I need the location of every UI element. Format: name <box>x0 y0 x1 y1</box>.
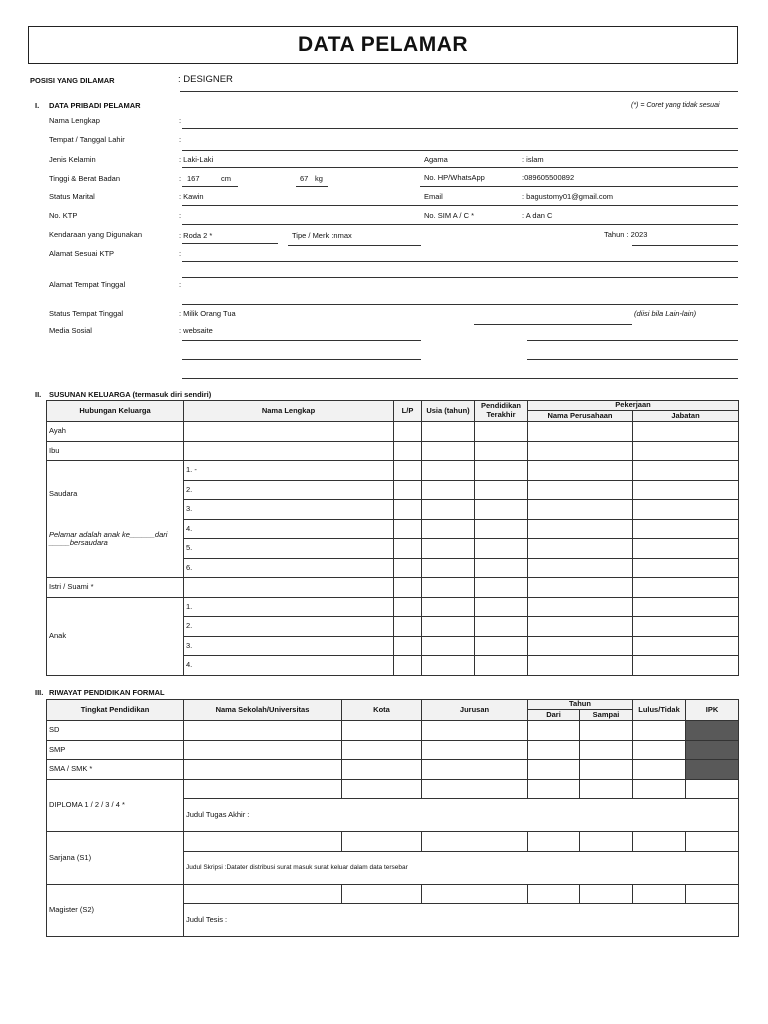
col-dari: Dari <box>528 710 580 721</box>
saudara-cell <box>47 461 184 578</box>
alamat-tinggal-field[interactable] <box>182 304 738 305</box>
no-ktp-label: No. KTP <box>49 211 78 220</box>
ttl-field[interactable] <box>182 150 738 151</box>
col-ipk: IPK <box>686 700 739 721</box>
table-row <box>47 832 739 852</box>
row-magister-label: Magister (S2) <box>47 885 184 937</box>
row-diploma-label: DIPLOMA 1 / 2 / 3 / 4 * <box>47 780 184 832</box>
email-label: Email <box>424 192 443 201</box>
col-jurusan: Jurusan <box>422 700 528 721</box>
no-hp-label: No. HP/WhatsApp <box>424 173 485 182</box>
col-pekerjaan: Pekerjaan <box>528 401 739 411</box>
table-row <box>47 578 739 598</box>
magister-judul[interactable]: Judul Tesis : <box>184 904 739 937</box>
anak-row-1[interactable]: 1. <box>184 598 394 617</box>
row-ibu-label: Ibu <box>47 442 184 461</box>
nama-lengkap-field[interactable] <box>182 128 738 129</box>
ipk-disabled-cell <box>686 760 739 780</box>
row-sd-label: SD <box>47 721 184 741</box>
email-value[interactable]: : bagustomy01@gmail.com <box>522 192 613 201</box>
tahun-line <box>632 245 738 246</box>
row-smp-label: SMP <box>47 741 184 760</box>
col-tahun: Tahun <box>528 700 633 710</box>
saudara-row-1[interactable]: 1. - <box>184 461 394 481</box>
section3-number: III. <box>35 688 44 697</box>
no-ktp-colon: : <box>179 211 182 220</box>
col-tingkat: Tingkat Pendidikan <box>47 700 184 721</box>
form-title: DATA PELAMAR <box>297 33 469 56</box>
no-sim-value[interactable]: : A dan C <box>522 211 553 220</box>
col-kota: Kota <box>342 700 422 721</box>
sarjana-judul[interactable]: Judul Skripsi :Datater distribusi surat masuk surat keluar dalam data tersebar <box>184 852 739 885</box>
no-sim-label: No. SIM A / C * <box>424 211 475 220</box>
agama-value[interactable]: : islam <box>522 155 544 164</box>
berat-unit: kg <box>315 174 323 183</box>
status-marital-value[interactable]: : Kawin <box>179 192 204 201</box>
alamat-ktp-field-1[interactable] <box>182 261 738 262</box>
ttl-label: Tempat / Tanggal Lahir <box>49 135 125 144</box>
kendaraan-label: Kendaraan yang Digunakan <box>49 230 142 239</box>
table-row <box>47 442 739 461</box>
nama-lengkap-colon: : <box>179 116 182 125</box>
col-nama: Nama Lengkap <box>184 401 394 422</box>
saudara-row-2[interactable]: 2. <box>184 481 394 500</box>
berat-value[interactable]: 67 <box>300 174 309 183</box>
alamat-ktp-colon: : <box>179 249 182 258</box>
col-pendidikan: Pendidikan Terakhir <box>475 401 528 422</box>
section1-number: I. <box>35 101 40 110</box>
medsos-line-1[interactable] <box>182 340 421 341</box>
berat-line <box>296 186 328 187</box>
nama-lengkap-label: Nama Lengkap <box>49 116 100 125</box>
col-lp: L/P <box>394 401 422 422</box>
saudara-row-3[interactable]: 3. <box>184 500 394 520</box>
saudara-row-4[interactable]: 4. <box>184 520 394 539</box>
media-sosial-label: Media Sosial <box>49 326 92 335</box>
col-lulus: Lulus/Tidak <box>633 700 686 721</box>
row-line-ktp <box>182 224 738 225</box>
medsos-line-4[interactable] <box>527 359 738 360</box>
table-row <box>47 598 739 617</box>
education-table <box>46 699 739 937</box>
tinggi-unit: cm <box>221 174 231 183</box>
table-row <box>47 422 739 442</box>
saudara-row-5[interactable]: 5. <box>184 539 394 559</box>
saudara-note: Pelamar adalah anak ke______dari _____bersaudara <box>49 529 168 548</box>
table-row <box>47 760 739 780</box>
row-sma-label: SMA / SMK * <box>47 760 184 780</box>
hp-line <box>420 186 738 187</box>
row-ayah-label: Ayah <box>47 422 184 442</box>
row-istri-suami-label: Istri / Suami * <box>47 578 184 598</box>
jenis-kelamin-label: Jenis Kelamin <box>49 155 96 164</box>
tinggi-berat-colon: : <box>179 174 182 183</box>
ipk-disabled-cell <box>686 741 739 760</box>
tinggi-berat-label: Tinggi & Berat Badan <box>49 174 121 183</box>
posisi-value[interactable]: : DESIGNER <box>178 74 233 85</box>
kendaraan-value[interactable]: : Roda 2 * <box>179 231 213 240</box>
anak-row-2[interactable]: 2. <box>184 617 394 637</box>
form-title-box <box>28 26 738 64</box>
row-line-marital <box>182 205 738 206</box>
saudara-row-6[interactable]: 6. <box>184 559 394 578</box>
status-tempat-tinggal-value[interactable]: : Milik Orang Tua <box>179 309 236 318</box>
alamat-ktp-label: Alamat Sesuai KTP <box>49 249 115 258</box>
medsos-line-5[interactable] <box>182 378 738 379</box>
ipk-disabled-cell <box>686 721 739 741</box>
section2-number: II. <box>35 390 42 399</box>
col-nama-sekolah: Nama Sekolah/Universitas <box>184 700 342 721</box>
row-saudara-label: Saudara <box>49 489 78 499</box>
table-row <box>47 741 739 760</box>
status-tempat-tinggal-label: Status Tempat Tinggal <box>49 309 124 318</box>
col-hubungan: Hubungan Keluarga <box>47 401 184 422</box>
row-sarjana-label: Sarjana (S1) <box>47 832 184 885</box>
table-row <box>47 721 739 741</box>
lain-lain-field[interactable] <box>474 324 632 325</box>
ttl-colon: : <box>179 135 182 144</box>
col-nama-perusahaan: Nama Perusahaan <box>528 411 633 422</box>
jenis-kelamin-value[interactable]: : Laki-Laki <box>179 155 214 164</box>
col-jabatan: Jabatan <box>633 411 739 422</box>
medsos-line-3[interactable] <box>182 359 421 360</box>
family-table <box>46 400 739 676</box>
anak-row-4[interactable]: 4. <box>184 656 394 676</box>
row-anak-label: Anak <box>47 598 184 676</box>
agama-label: Agama <box>424 155 448 164</box>
table-row <box>47 885 739 904</box>
no-hp-value[interactable]: :089605500892 <box>522 173 575 182</box>
table-row <box>47 780 739 799</box>
section2-heading: SUSUNAN KELUARGA (termasuk diri sendiri) <box>49 390 212 399</box>
media-sosial-value[interactable]: : websaite <box>179 326 213 335</box>
alamat-tinggal-colon: : <box>179 280 182 289</box>
col-usia: Usia (tahun) <box>422 401 475 422</box>
alamat-tinggal-label: Alamat Tempat Tinggal <box>49 280 126 289</box>
posisi-label: POSISI YANG DILAMAR <box>30 76 115 85</box>
lain-lain-note: (diisi bila Lain-lain) <box>634 309 697 318</box>
diploma-judul[interactable]: Judul Tugas Akhir : <box>184 799 739 832</box>
table-row <box>47 461 739 481</box>
section1-note: (*) = Coret yang tidak sesuai <box>631 102 720 109</box>
posisi-line <box>180 91 738 92</box>
alamat-ktp-field-2[interactable] <box>182 277 738 278</box>
section3-heading: RIWAYAT PENDIDIKAN FORMAL <box>49 688 165 697</box>
tinggi-line <box>182 186 238 187</box>
anak-row-3[interactable]: 3. <box>184 637 394 656</box>
row-line-jk <box>182 167 738 168</box>
medsos-line-2[interactable] <box>527 340 738 341</box>
tinggi-value[interactable]: 167 <box>187 174 200 183</box>
section1-heading: DATA PRIBADI PELAMAR <box>49 101 141 110</box>
tipe-merk-value[interactable]: Tipe / Merk :nmax <box>292 231 352 240</box>
col-sampai: Sampai <box>580 710 633 721</box>
kendaraan-line <box>182 243 278 244</box>
tipe-line <box>288 245 421 246</box>
tahun-kendaraan-value[interactable]: Tahun : 2023 <box>604 230 648 239</box>
status-marital-label: Status Marital <box>49 192 95 201</box>
